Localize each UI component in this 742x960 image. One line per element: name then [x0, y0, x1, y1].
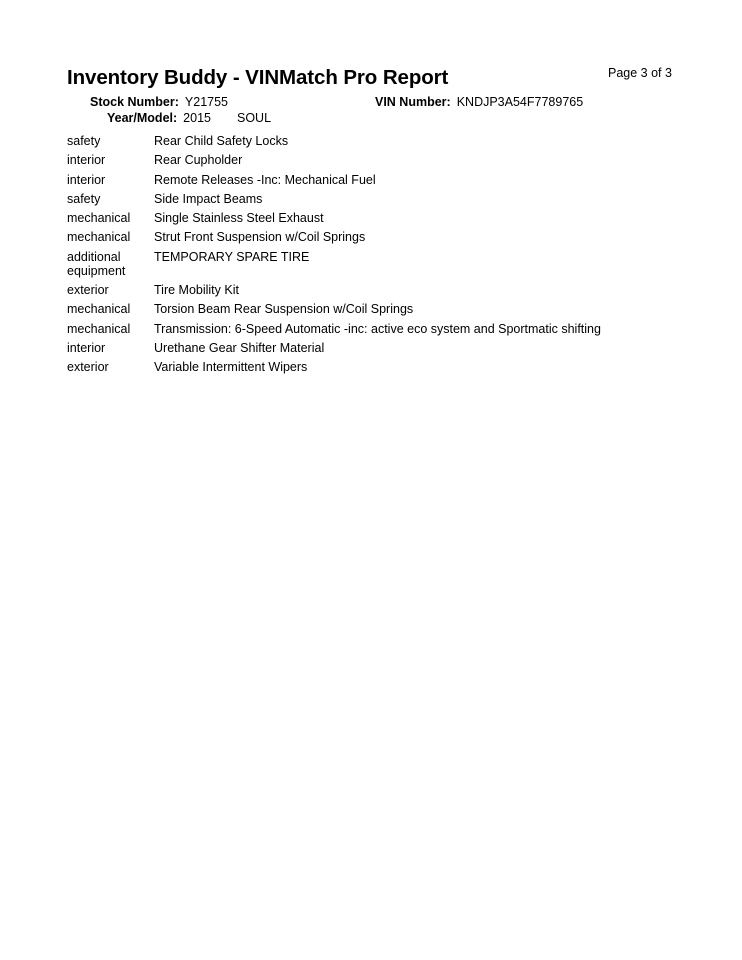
- report-title: Inventory Buddy - VINMatch Pro Report: [67, 66, 449, 89]
- feature-category: safety: [67, 191, 101, 206]
- feature-category: exterior: [67, 283, 109, 298]
- feature-description: Rear Cupholder: [154, 153, 243, 168]
- feature-row: [67, 250, 707, 278]
- feature-category: mechanical: [67, 302, 131, 317]
- feature-description: Side Impact Beams: [154, 191, 263, 206]
- feature-row: [67, 360, 707, 374]
- feature-category: interior: [67, 340, 106, 355]
- feature-description: Transmission: 6-Speed Automatic -inc: active eco system and Sportmatic shifting: [154, 321, 601, 336]
- year-model-row: [107, 111, 271, 125]
- feature-description: Remote Releases -Inc: Mechanical Fuel: [154, 172, 376, 187]
- vin-number-label: VIN Number:: [375, 95, 451, 109]
- stock-number-row: [90, 95, 228, 109]
- feature-category: mechanical: [67, 230, 131, 245]
- feature-row: [67, 211, 707, 225]
- feature-description: Strut Front Suspension w/Coil Springs: [154, 230, 366, 245]
- vin-number-row: [375, 95, 583, 109]
- feature-row: [67, 134, 707, 148]
- feature-description: Rear Child Safety Locks: [154, 134, 289, 148]
- feature-row: [67, 192, 707, 206]
- feature-description: Single Stainless Steel Exhaust: [154, 211, 324, 226]
- stock-number-label: Stock Number:: [90, 95, 179, 109]
- feature-row: [67, 302, 707, 316]
- feature-description: TEMPORARY SPARE TIRE: [154, 249, 310, 264]
- feature-row: [67, 173, 707, 187]
- year-value: 2015: [183, 111, 211, 125]
- feature-category: interior: [67, 153, 106, 168]
- vin-number-value: KNDJP3A54F7789765: [456, 95, 584, 109]
- feature-row: [67, 341, 707, 355]
- feature-description: Variable Intermittent Wipers: [154, 360, 308, 375]
- year-model-label: Year/Model:: [107, 111, 178, 125]
- feature-category: mechanical: [67, 321, 131, 336]
- feature-category: additional equipment: [67, 249, 126, 278]
- feature-description: Torsion Beam Rear Suspension w/Coil Springs: [154, 302, 414, 317]
- feature-category: interior: [67, 172, 106, 187]
- model-value: SOUL: [236, 111, 272, 125]
- feature-list: [67, 134, 707, 380]
- feature-row: [67, 322, 707, 336]
- feature-category: safety: [67, 134, 101, 148]
- page-indicator: Page 3 of 3: [608, 66, 672, 80]
- feature-row: [67, 283, 707, 297]
- stock-number-value: Y21755: [184, 95, 229, 109]
- feature-category: exterior: [67, 360, 109, 375]
- feature-category: mechanical: [67, 211, 131, 226]
- feature-row: [67, 153, 707, 167]
- feature-description: Urethane Gear Shifter Material: [154, 340, 325, 355]
- feature-row: [67, 230, 707, 244]
- feature-description: Tire Mobility Kit: [154, 283, 239, 298]
